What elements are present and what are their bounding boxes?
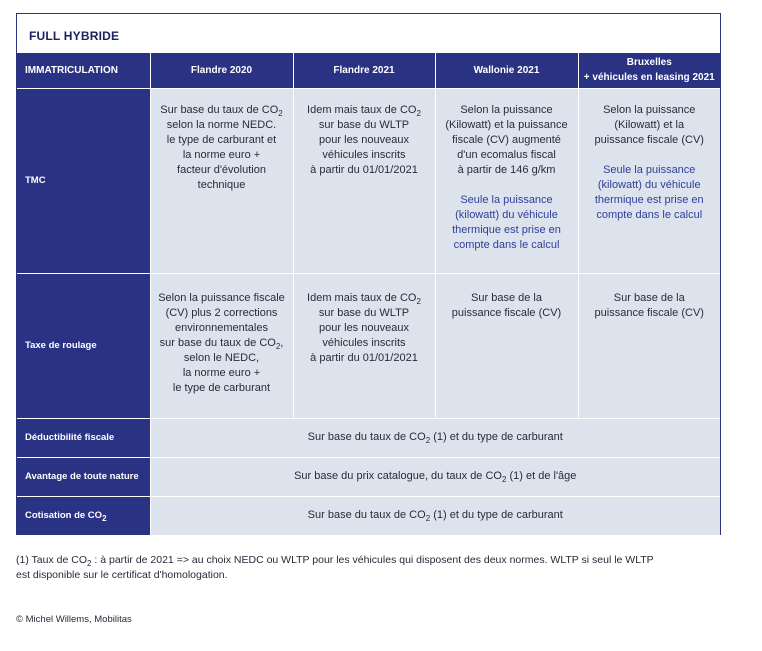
- row-label-cotisation: Cotisation de $CO_2$: [17, 496, 150, 535]
- row-label-tmc: TMC: [17, 88, 150, 273]
- cell-taxe-bruxelles: Sur base de la puissance fiscale (CV): [578, 273, 720, 418]
- header-bruxelles: [578, 53, 720, 88]
- header-immatriculation: IMMATRICULATION: [17, 53, 150, 88]
- row-label-taxe-de-roulage: Taxe de roulage: [17, 273, 150, 418]
- row-label-avantage: Avantage de toute nature: [17, 457, 150, 496]
- header-bruxelles-line2: + véhicules en leasing 2021: [583, 72, 715, 84]
- tax-table: [17, 53, 720, 535]
- header-wallonie-2021: Wallonie 2021: [435, 53, 578, 88]
- cell-tmc-wallonie-2021: Selon la puissance (Kilowatt) et la puissance fiscale (CV) augmenté d'un ecomalus fiscal à partir de 146 g/km Seule la puissance (kilowatt) du véhicule thermique est prise en compte dans le calcul: [435, 88, 578, 273]
- footnote: (1) Taux de $CO_2$ : à partir de 2021 => au choix NEDC ou WLTP pour les véhicules qui disposent des deux normes. WLTP si seul le WLTP est disponible sur le certificat d'homologation.: [16, 554, 654, 581]
- cell-tmc-flandre-2021: Idem mais taux de $CO_2$ sur base du WLTP pour les nouveaux véhicules inscrits à partir du 01/01/2021: [293, 88, 435, 273]
- row-cotisation-co2: [17, 496, 720, 535]
- cell-taxe-flandre-2021: Idem mais taux de $CO_2$ sur base du WLTP pour les nouveaux véhicules inscrits à partir du 01/01/2021: [293, 273, 435, 418]
- note-thermique-wallonie: Seule la puissance (kilowatt) du véhicule thermique est prise en compte dans le calcul: [452, 193, 561, 251]
- row-deductibilite-fiscale: [17, 418, 720, 457]
- row-taxe-de-roulage: [17, 273, 720, 418]
- comparison-table-frame: [16, 13, 721, 535]
- note-thermique-bruxelles: Seule la puissance (kilowatt) du véhicule thermique est prise en compte dans le calcul: [594, 163, 704, 221]
- cell-tmc-bruxelles: Selon la puissance (Kilowatt) et la puissance fiscale (CV) Seule la puissance (kilowatt) du véhicule thermique est prise en compte dans le calcul: [578, 88, 720, 273]
- row-tmc: [17, 88, 720, 273]
- row-label-deductibilite: Déductibilité fiscale: [17, 418, 150, 457]
- cell-avantage-all: Sur base du prix catalogue, du taux de $CO_2$ (1) et de l'âge: [150, 457, 720, 496]
- credit: © Michel Willems, Mobilitas: [16, 614, 132, 625]
- cell-taxe-wallonie-2021: Sur base de la puissance fiscale (CV): [435, 273, 578, 418]
- table-title: FULL HYBRIDE: [29, 29, 120, 43]
- header-flandre-2020: Flandre 2020: [150, 53, 293, 88]
- row-avantage-toute-nature: [17, 457, 720, 496]
- cell-cotisation-all: Sur base du taux de $CO_2$ (1) et du type de carburant: [150, 496, 720, 535]
- cell-taxe-flandre-2020: Selon la puissance fiscale (CV) plus 2 corrections environnementales sur base du taux de $CO_2$, selon le NEDC, la norme euro + le type de carburant: [150, 273, 293, 418]
- header-flandre-2021: Flandre 2021: [293, 53, 435, 88]
- cell-tmc-flandre-2020: Sur base du taux de $CO_2$ selon la norme NEDC. le type de carburant et la norme euro + facteur d'évolution technique: [150, 88, 293, 273]
- header-bruxelles-line1: Bruxelles: [626, 57, 672, 69]
- cell-deductibilite-all: Sur base du taux de $CO_2$ (1) et du type de carburant: [150, 418, 720, 457]
- header-row: [17, 53, 720, 88]
